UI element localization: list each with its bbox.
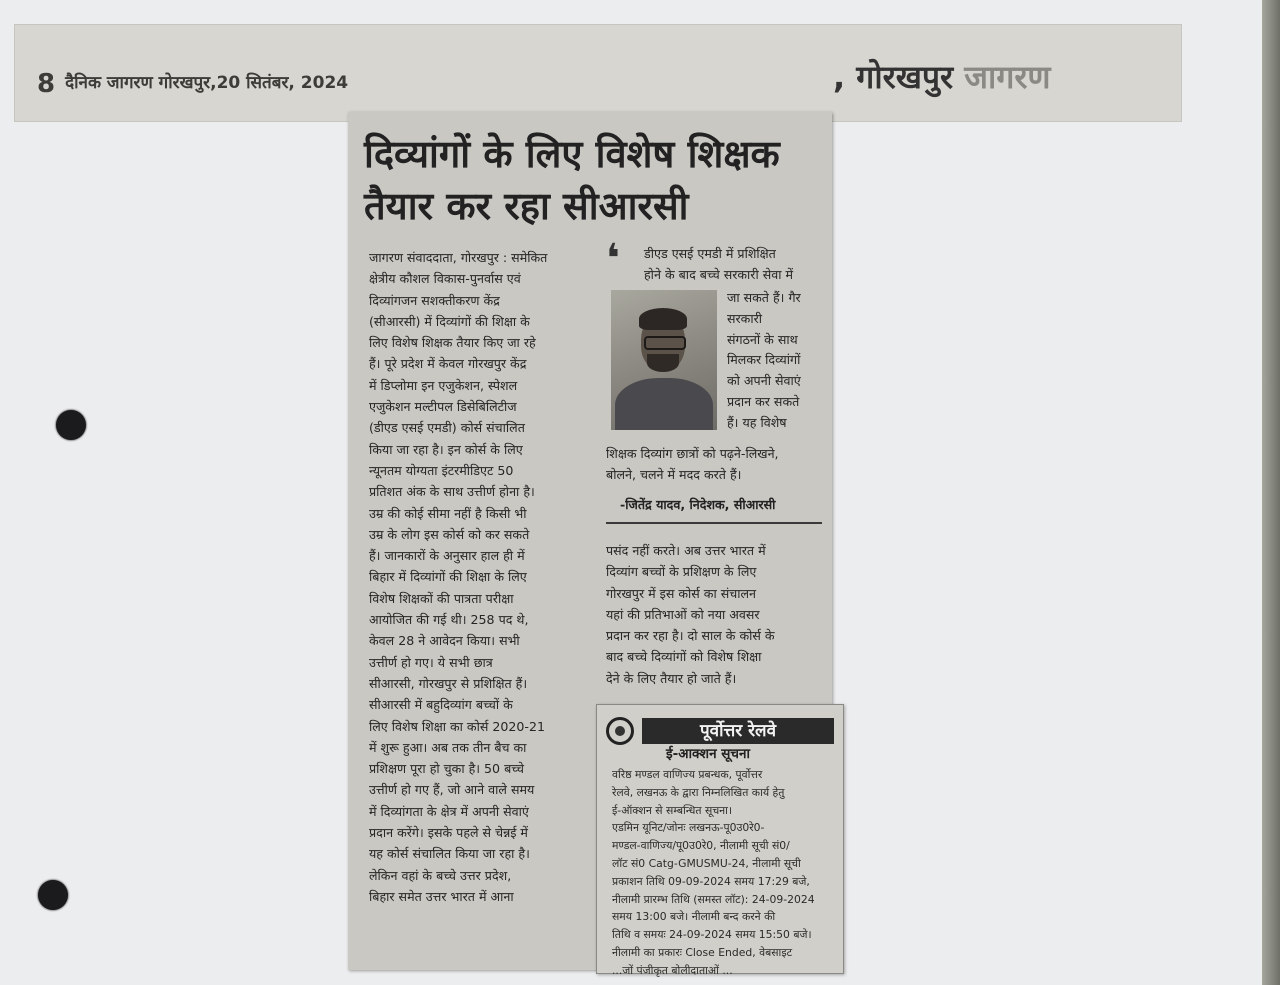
notice-line: लॉट सं0 Catg-GMUSMU-24, नीलामी सूची [612, 856, 801, 870]
notice-line: तिथि व समयः 24-09-2024 समय 15:50 बजे। [612, 928, 812, 942]
masthead-edition-title [833, 55, 1051, 98]
article-line: विशेष शिक्षकों की पात्रता परीक्षा [369, 590, 514, 606]
article-line: केवल 28 ने आवेदन किया। सभी [369, 633, 520, 649]
article-line: में डिप्लोमा इन एजुकेशन, स्पेशल [369, 377, 518, 393]
notice-line: ई-ऑक्शन से सम्बन्धित सूचना। [612, 803, 733, 817]
article-headline [364, 128, 824, 232]
article-line: लेकिन वहां के बच्चे उत्तर प्रदेश, [369, 867, 512, 883]
article-column-2 [606, 540, 824, 689]
article-line: बाद बच्चे दिव्यांगों को विशेष शिक्षा [606, 649, 762, 665]
article-line: प्रदान करेंगे। इसके पहले से चेन्नई में [369, 825, 528, 841]
quote-top [644, 244, 824, 286]
railway-notice-banner: पूर्वोत्तर रेलवे [642, 718, 834, 744]
article-line: (डीएड एसई एमडी) कोर्स संचालित [369, 420, 525, 436]
newspaper-masthead-strip [14, 24, 1182, 122]
article-line: किया जा रहा है। इन कोर्स के लिए [369, 441, 523, 457]
article-line: एजुकेशन मल्टीपल डिसेबिलिटीज [369, 399, 517, 415]
masthead-edition-city: , गोरखपुर [833, 58, 954, 96]
headline-line-2: तैयार कर रहा सीआरसी [364, 184, 689, 228]
article-line: न्यूनतम योग्यता इंटरमीडिएट 50 [369, 462, 514, 478]
article-line: उम्र के लोग इस कोर्स को कर सकते [369, 526, 530, 542]
railway-logo-icon [606, 717, 634, 745]
railway-notice-body [612, 766, 838, 980]
quote-line: हैं। यह विशेष [727, 414, 787, 430]
masthead-date-line [37, 69, 348, 99]
quote-line: प्रदान कर सकते [727, 393, 800, 409]
article-line: यहां की प्रतिभाओं को नया अवसर [606, 606, 760, 622]
quote-line: मिलकर दिव्यांगों [727, 352, 801, 368]
article-line: दिव्यांग बच्चों के प्रशिक्षण के लिए [606, 564, 757, 580]
article-line: प्रतिशत अंक के साथ उत्तीर्ण होना है। [369, 484, 535, 500]
article-line: आयोजित की गई थी। 258 पद थे, [369, 612, 529, 628]
article-line: उत्तीर्ण हो गए। ये सभी छात्र [369, 654, 493, 670]
article-line: उत्तीर्ण हो गए हैं, जो आने वाले समय [369, 782, 535, 798]
notice-line: नीलामी का प्रकारः Close Ended, वेबसाइट [612, 945, 793, 959]
quote-attribution: -जितेंद्र यादव, निदेशक, सीआरसी [620, 497, 776, 512]
quote-line: बोलने, चलने में मदद करते हैं। [606, 466, 742, 482]
railway-notice-subtitle: ई-आक्शन सूचना [666, 746, 750, 762]
quote-line: को अपनी सेवाएं [727, 373, 801, 389]
punch-hole-bottom [38, 880, 68, 910]
quote-line: जा सकते हैं। गैर [727, 290, 801, 305]
notice-line: मण्डल-वाणिज्य/पू0उ0रे0, नीलामी सूची सं0/ [612, 839, 790, 853]
article-line: जागरण संवाददाता, गोरखपुर : समेकित [369, 250, 548, 265]
notice-line: वरिष्ठ मण्डल वाणिज्य प्रबन्धक, पूर्वोत्तर [612, 768, 763, 781]
quote-divider [606, 522, 822, 524]
headline-line-1: दिव्यांगों के लिए विशेष शिक्षक [364, 132, 780, 176]
article-line: प्रदान कर रहा है। दो साल के कोर्स के [606, 628, 775, 644]
article-line: बिहार समेत उत्तर भारत में आना [369, 888, 514, 904]
article-line: बिहार में दिव्यांगों की शिक्षा के लिए [369, 569, 527, 585]
article-line: हैं। पूरे प्रदेश में केवल गोरखपुर केंद्र [369, 356, 527, 372]
quote-mark: ❛ [606, 236, 620, 282]
article-column-1 [369, 247, 589, 907]
article-line: दिव्यांगजन सशक्तीकरण केंद्र [369, 292, 500, 308]
quote-line: सरकारी [727, 310, 763, 326]
masthead-left-text: दैनिक जागरण गोरखपुर,20 सितंबर, 2024 [65, 73, 349, 93]
article-line: उम्र की कोई सीमा नहीं है किसी भी [369, 505, 527, 521]
article-line: सीआरसी में बहुदिव्यांग बच्चों के [369, 697, 513, 713]
article-line: यह कोर्स संचालित किया जा रहा है। [369, 846, 530, 862]
article-line: प्रशिक्षण पूरा हो चुका है। 50 बच्चे [369, 761, 525, 777]
article-line: पसंद नहीं करते। अब उत्तर भारत में [606, 543, 766, 558]
masthead-edition-brand: जागरण [964, 58, 1051, 96]
article-line: लिए विशेष शिक्षा का कोर्स 2020-21 [369, 718, 546, 734]
quote-bottom [606, 444, 828, 486]
notice-line: रेलवे, लखनऊ के द्वारा निम्नलिखित कार्य हेतु [612, 785, 785, 799]
article-line: देने के लिए तैयार हो जाते हैं। [606, 670, 737, 686]
sheet-edge [1262, 0, 1280, 985]
quote-line: शिक्षक दिव्यांग छात्रों को पढ़ने-लिखने, [606, 446, 779, 461]
article-line: सीआरसी, गोरखपुर से प्रशिक्षित हैं। [369, 675, 528, 691]
article-line: (सीआरसी) में दिव्यांगों की शिक्षा के [369, 313, 530, 329]
punch-hole-top [56, 410, 86, 440]
article-line: में शुरू हुआ। अब तक तीन बैच का [369, 739, 527, 755]
quote-line: संगठनों के साथ [727, 331, 798, 347]
quote-line: होने के बाद बच्चे सरकारी सेवा में [644, 266, 794, 282]
page-number: 8 [37, 69, 56, 99]
quote-side [727, 288, 827, 434]
quote-line: डीएड एसई एमडी में प्रशिक्षित [644, 246, 776, 261]
article-line: लिए विशेष शिक्षक तैयार किए जा रहे [369, 335, 536, 351]
director-photo [611, 290, 717, 430]
notice-line: नीलामी प्रारम्भ तिथि (समस्त लॉट): 24-09-2024 [612, 892, 815, 906]
notice-line: ...जों पंजीकृत बोलीदाताओं ... [612, 963, 733, 977]
notice-line: समय 13:00 बजे। नीलामी बन्द करने की [612, 910, 776, 924]
notice-line: प्रकाशन तिथि 09-09-2024 समय 17:29 बजे, [612, 874, 810, 888]
notice-line: एडमिन यूनिट/जोनः लखनऊ-पू0उ0रे0- [612, 821, 765, 835]
article-line: गोरखपुर में इस कोर्स का संचालन [606, 585, 757, 601]
article-line: हैं। जानकारों के अनुसार हाल ही में [369, 548, 525, 564]
article-line: में दिव्यांगता के क्षेत्र में अपनी सेवाएं [369, 803, 529, 819]
article-line: क्षेत्रीय कौशल विकास-पुनर्वास एवं [369, 271, 521, 287]
